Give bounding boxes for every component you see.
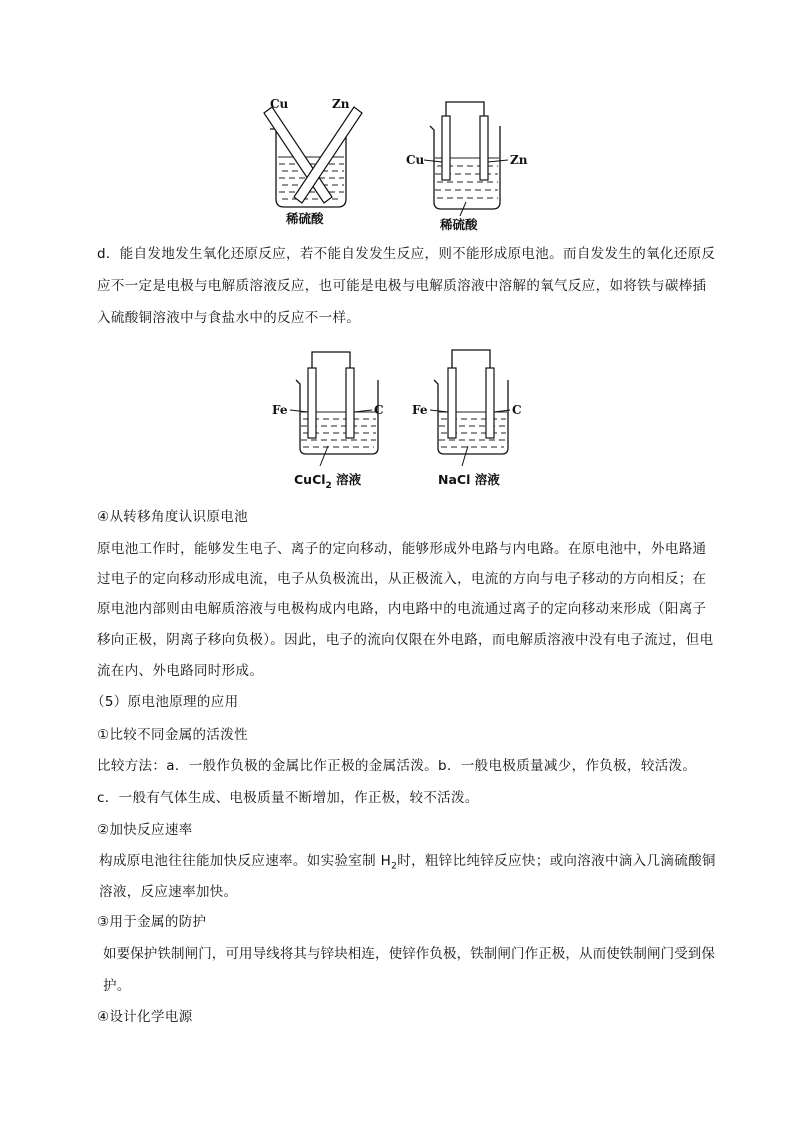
cu-pointer <box>424 160 442 162</box>
electrolyte-caption: 稀硫酸 <box>286 211 324 226</box>
app-2-heading: ②加快反应速率 <box>97 822 193 838</box>
cu-label: Cu <box>270 97 289 111</box>
section-5-heading: （5）原电池原理的应用 <box>91 694 239 710</box>
beaker-outline <box>434 380 508 454</box>
transfer-line-1: 原电池工作时，能够发生电子、离子的定向移动，能够形成外电路与内电路。在原电池中，外电路通 <box>97 541 707 557</box>
electrolyte-caption: NaCl 溶液 <box>438 472 500 487</box>
cu-label: Cu <box>406 153 425 167</box>
app-4-heading: ④设计化学电源 <box>97 1009 193 1025</box>
electrolyte-caption: CuCl$_2$ 溶液 <box>294 472 362 491</box>
transfer-line-3: 原电池内部则由电解质溶液与电极构成内电路，内电路中的电流通过离子的定向移动来形成（阳离子 <box>97 601 707 617</box>
cu-electrode <box>442 116 450 180</box>
external-wire <box>452 350 490 368</box>
zn-electrode <box>480 116 488 180</box>
beaker-outline <box>430 126 500 209</box>
external-wire <box>446 102 484 116</box>
c-label: C <box>512 403 522 417</box>
fe-label: Fe <box>272 403 288 417</box>
transfer-line-2: 过电子的定向移动形成电流，电子从负极流出，从正极流入，电流的方向与电子移动的方向相反；在 <box>97 571 707 587</box>
app-1-heading: ①比较不同金属的活泼性 <box>97 727 248 743</box>
transfer-line-4: 移向正极，阴离子移向负极）。因此，电子的流向仅限在外电路，而电解质溶液中没有电子流过，但电 <box>97 632 714 648</box>
figure-cu-zn-crossed-strips <box>258 95 368 226</box>
app-1-line-2: c．一般有气体生成、电极质量不断增加，作正极，较不活泼。 <box>97 790 479 806</box>
caption-pointer <box>320 446 328 466</box>
figure-fe-c-nacl <box>410 346 540 494</box>
app-2-line-2: 溶液，反应速率加快。 <box>99 884 238 900</box>
zn-label: Zn <box>332 97 350 111</box>
paragraph-d-line-1: d．能自发地发生氧化还原反应，若不能自发发生反应，则不能形成原电池。而自发发生的氧化还原反 <box>97 246 716 262</box>
paragraph-d-line-2: 应不一定是电极与电解质溶液反应，也可能是电极与电解质溶液中溶解的氧气反应，如将铁与碳棒插 <box>97 278 707 294</box>
app-2-line-1: 构成原电池往往能加快反应速率。如实验室制 $H_2$时，粗锌比纯锌反应快；或向溶液中滴入几滴硫酸铜 <box>99 853 716 872</box>
c-electrode <box>346 368 354 438</box>
zn-pointer <box>488 160 508 162</box>
fe-electrode <box>448 368 456 438</box>
app-3-line-1: 如要保护铁制闸门，可用导线将其与锌块相连，使锌作负极，铁制闸门作正极，从而使铁制闸门受到保 <box>103 946 715 962</box>
app-1-line-1: 比较方法：a．一般作负极的金属比作正极的金属活泼。b．一般电极质量减少，作负极，较活泼。 <box>97 758 697 774</box>
paragraph-d-line-3: 入硫酸铜溶液中与食盐水中的反应不一样。 <box>97 310 361 326</box>
transfer-line-5: 流在内、外电路同时形成。 <box>97 663 264 679</box>
external-wire <box>312 352 350 368</box>
app-3-line-2: 护。 <box>103 978 131 994</box>
app-3-heading: ③用于金属的防护 <box>97 914 207 930</box>
electrolyte-caption: 稀硫酸 <box>440 217 478 232</box>
fe-label: Fe <box>412 403 428 417</box>
figure-fe-c-cucl2 <box>268 346 398 494</box>
fe-pointer <box>290 410 308 412</box>
section-4-heading: ④从转移角度认识原电池 <box>97 509 248 525</box>
figure-cu-zn-wired <box>404 98 544 240</box>
caption-pointer <box>462 446 468 466</box>
fe-electrode <box>308 368 316 438</box>
c-electrode <box>486 368 494 438</box>
zn-label: Zn <box>510 153 528 167</box>
c-label: C <box>374 403 384 417</box>
